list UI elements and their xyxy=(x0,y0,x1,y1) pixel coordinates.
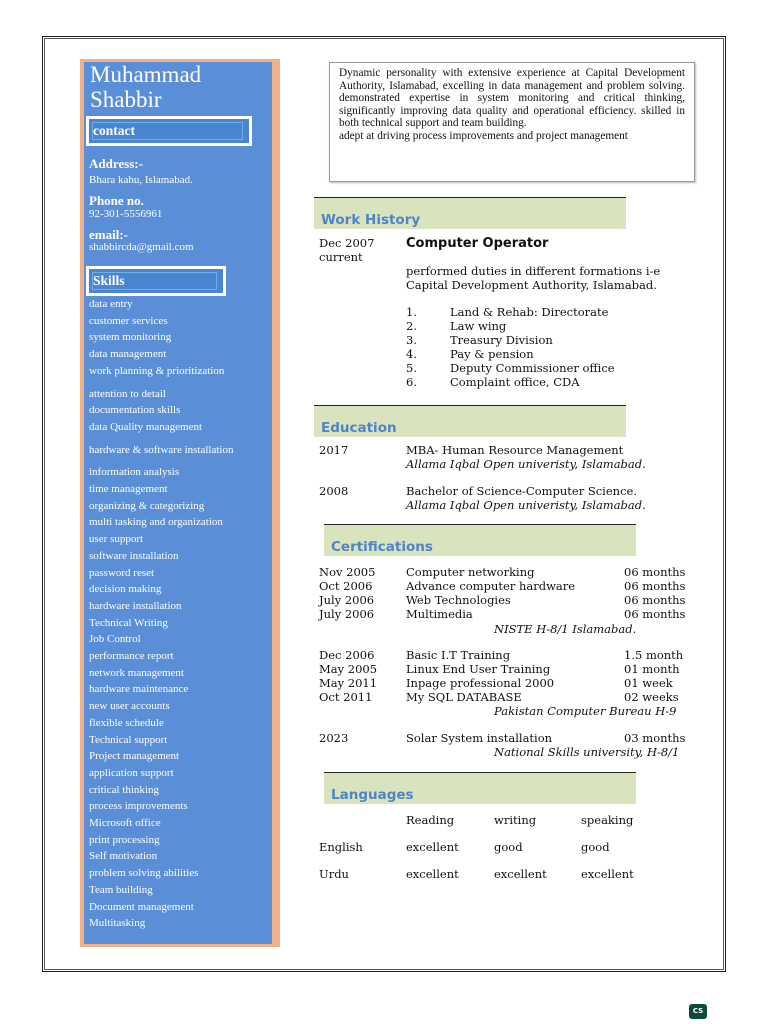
summary-box xyxy=(329,62,695,182)
skill-item: decision making xyxy=(89,583,162,596)
cert-course: Advance computer hardware xyxy=(406,579,576,593)
duty-text: Law wing xyxy=(450,319,507,333)
summary-paragraph: Dynamic personality with extensive experience at Capital Development Authority, Islamabad, excelling in data management and problem solving. demonstrated expertise in system monitoring and critical thinking, significantly improving data quality and operational efficiency. skilled in both technical support and team building. xyxy=(339,67,685,130)
skill-item: software installation xyxy=(89,549,179,562)
skill-item: application support xyxy=(89,766,174,779)
cert-course: Computer networking xyxy=(406,565,535,579)
cert-duration: 06 months xyxy=(624,579,686,593)
camscanner-logo-icon: CS xyxy=(689,1004,707,1019)
skill-item: Technical Writing xyxy=(89,616,168,629)
contact-heading: contact xyxy=(93,123,135,138)
cert-course: Multimedia xyxy=(406,607,473,621)
skill-item: new user accounts xyxy=(89,700,170,713)
duty-text: Pay & pension xyxy=(450,347,534,361)
job-date-to: current xyxy=(319,250,363,264)
duty-number: 4. xyxy=(406,347,417,361)
languages-heading: Languages xyxy=(331,787,414,803)
cert-duration: 1.5 month xyxy=(624,648,684,662)
job-desc: Capital Development Authority, Islamabad. xyxy=(406,278,657,292)
lang-reading: excellent xyxy=(406,840,459,854)
skill-item: data Quality management xyxy=(89,420,203,433)
lang-name: English xyxy=(319,840,363,854)
edu-degree: Bachelor of Science-Computer Science. xyxy=(406,484,637,498)
resume-name xyxy=(90,62,201,112)
edu-school: Allama Iqbal Open univeristy, Islamabad. xyxy=(406,457,646,471)
certifications-heading-bar xyxy=(324,524,636,556)
lang-name: Urdu xyxy=(319,867,349,881)
languages-heading-bar xyxy=(324,772,636,804)
address-value: Bhara kahu, Islamabad. xyxy=(89,174,193,186)
skill-item: password reset xyxy=(89,566,155,579)
sidebar xyxy=(84,62,272,944)
cert-duration: 02 weeks xyxy=(624,690,679,704)
cert-duration: 01 month xyxy=(624,662,680,676)
skill-item: time management xyxy=(89,483,168,495)
education-heading: Education xyxy=(321,420,397,436)
skill-item: hardware & software installation xyxy=(89,443,234,456)
duty-number: 3. xyxy=(406,333,417,347)
lang-col-reading: Reading xyxy=(406,813,455,827)
name-first: Muhammad xyxy=(90,62,202,87)
skills-heading: Skills xyxy=(93,273,125,288)
skill-item: system monitoring xyxy=(89,331,172,344)
address-label: Address:- xyxy=(89,156,143,171)
skill-item: data entry xyxy=(89,298,133,310)
duty-number: 6. xyxy=(406,375,417,389)
skill-item: problem solving abilities xyxy=(89,867,199,880)
cert-course: Basic I.T Training xyxy=(406,648,511,662)
skill-item: customer services xyxy=(89,314,168,327)
skill-item: Project management xyxy=(89,750,180,763)
email-value: shabbircda@gmail.com xyxy=(89,241,194,253)
lang-speaking: good xyxy=(581,840,610,854)
cert-date: 2023 xyxy=(319,731,349,745)
cert-date: Oct 2006 xyxy=(319,579,373,593)
cert-course: Linux End User Training xyxy=(406,662,551,676)
job-title: Computer Operator xyxy=(406,236,549,251)
duty-number: 1. xyxy=(406,305,417,319)
lang-col-speaking: speaking xyxy=(581,813,634,827)
cert-course: Inpage professional 2000 xyxy=(406,676,555,690)
education-heading-bar xyxy=(314,405,626,437)
lang-col-writing: writing xyxy=(494,813,537,827)
skill-item: documentation skills xyxy=(89,404,181,417)
skill-item: work planning & prioritization xyxy=(89,364,225,377)
certifications-heading: Certifications xyxy=(331,539,433,555)
cert-institution: National Skills university, H-8/1 xyxy=(494,745,680,759)
skill-item: Technical support xyxy=(89,733,168,746)
cert-date: Dec 2006 xyxy=(319,648,375,662)
duty-text: Treasury Division xyxy=(450,333,553,347)
cert-date: Oct 2011 xyxy=(319,690,373,704)
job-desc: performed duties in different formations i-e xyxy=(406,264,661,278)
skill-item: Job Control xyxy=(89,633,141,646)
cert-date: May 2011 xyxy=(319,676,378,690)
skill-item: organizing & categorizing xyxy=(89,499,205,512)
lang-writing: excellent xyxy=(494,867,547,881)
edu-degree: MBA- Human Resource Management xyxy=(406,443,624,457)
cert-date: July 2006 xyxy=(319,607,375,621)
cert-institution: Pakistan Computer Bureau H-9 xyxy=(494,704,677,718)
skill-item: print processing xyxy=(89,833,160,846)
skill-item: information analysis xyxy=(89,466,180,479)
cert-course: Solar System installation xyxy=(406,731,553,745)
work-history-heading: Work History xyxy=(321,212,421,228)
skill-item: Self motivation xyxy=(89,850,158,863)
duty-number: 5. xyxy=(406,361,417,375)
skill-item: Microsoft office xyxy=(89,817,161,829)
cert-duration: 06 months xyxy=(624,565,686,579)
cert-duration: 01 week xyxy=(624,676,673,690)
cert-date: May 2005 xyxy=(319,662,378,676)
cert-date: July 2006 xyxy=(319,593,375,607)
name-last: Shabbir xyxy=(90,87,162,112)
skill-item: Document management xyxy=(89,900,194,913)
cert-duration: 06 months xyxy=(624,593,686,607)
skill-item: user support xyxy=(89,533,144,546)
lang-reading: excellent xyxy=(406,867,459,881)
phone-value: 92-301-5556961 xyxy=(89,208,163,220)
skills-heading-box xyxy=(86,266,226,296)
skill-item: multi tasking and organization xyxy=(89,516,223,529)
lang-writing: good xyxy=(494,840,523,854)
job-date-from: Dec 2007 xyxy=(319,236,375,250)
edu-year: 2008 xyxy=(319,484,349,498)
edu-year: 2017 xyxy=(319,443,349,457)
skill-item: performance report xyxy=(89,650,174,662)
cert-date: Nov 2005 xyxy=(319,565,376,579)
skill-item: data management xyxy=(89,348,167,361)
skill-item: Multitasking xyxy=(89,917,146,930)
work-history-heading-bar xyxy=(314,197,626,229)
skill-item: flexible schedule xyxy=(89,716,164,729)
skill-item: Team building xyxy=(89,883,153,896)
skill-item: hardware installation xyxy=(89,599,182,612)
duty-number: 2. xyxy=(406,319,417,333)
skill-item: network management xyxy=(89,666,184,679)
contact-heading-box xyxy=(86,116,252,146)
lang-speaking: excellent xyxy=(581,867,634,881)
cert-course: Web Technologies xyxy=(406,593,511,607)
skill-item: process improvements xyxy=(89,800,188,813)
edu-school: Allama Iqbal Open univeristy, Islamabad. xyxy=(406,498,646,512)
cert-institution: NISTE H-8/1 Islamabad. xyxy=(494,622,637,636)
duty-text: Deputy Commissioner office xyxy=(450,361,615,375)
skill-item: hardware maintenance xyxy=(89,683,189,696)
skill-item: attention to detail xyxy=(89,387,166,400)
email-label: email:- xyxy=(89,227,128,242)
summary-paragraph: adept at driving process improvements and project management xyxy=(339,129,628,142)
cert-course: My SQL DATABASE xyxy=(406,690,522,704)
duty-text: Land & Rehab: Directorate xyxy=(450,305,609,319)
skill-item: critical thinking xyxy=(89,783,159,796)
duty-text: Complaint office, CDA xyxy=(450,375,580,389)
cert-duration: 06 months xyxy=(624,607,686,621)
cert-duration: 03 months xyxy=(624,731,686,745)
phone-label: Phone no. xyxy=(89,193,144,208)
